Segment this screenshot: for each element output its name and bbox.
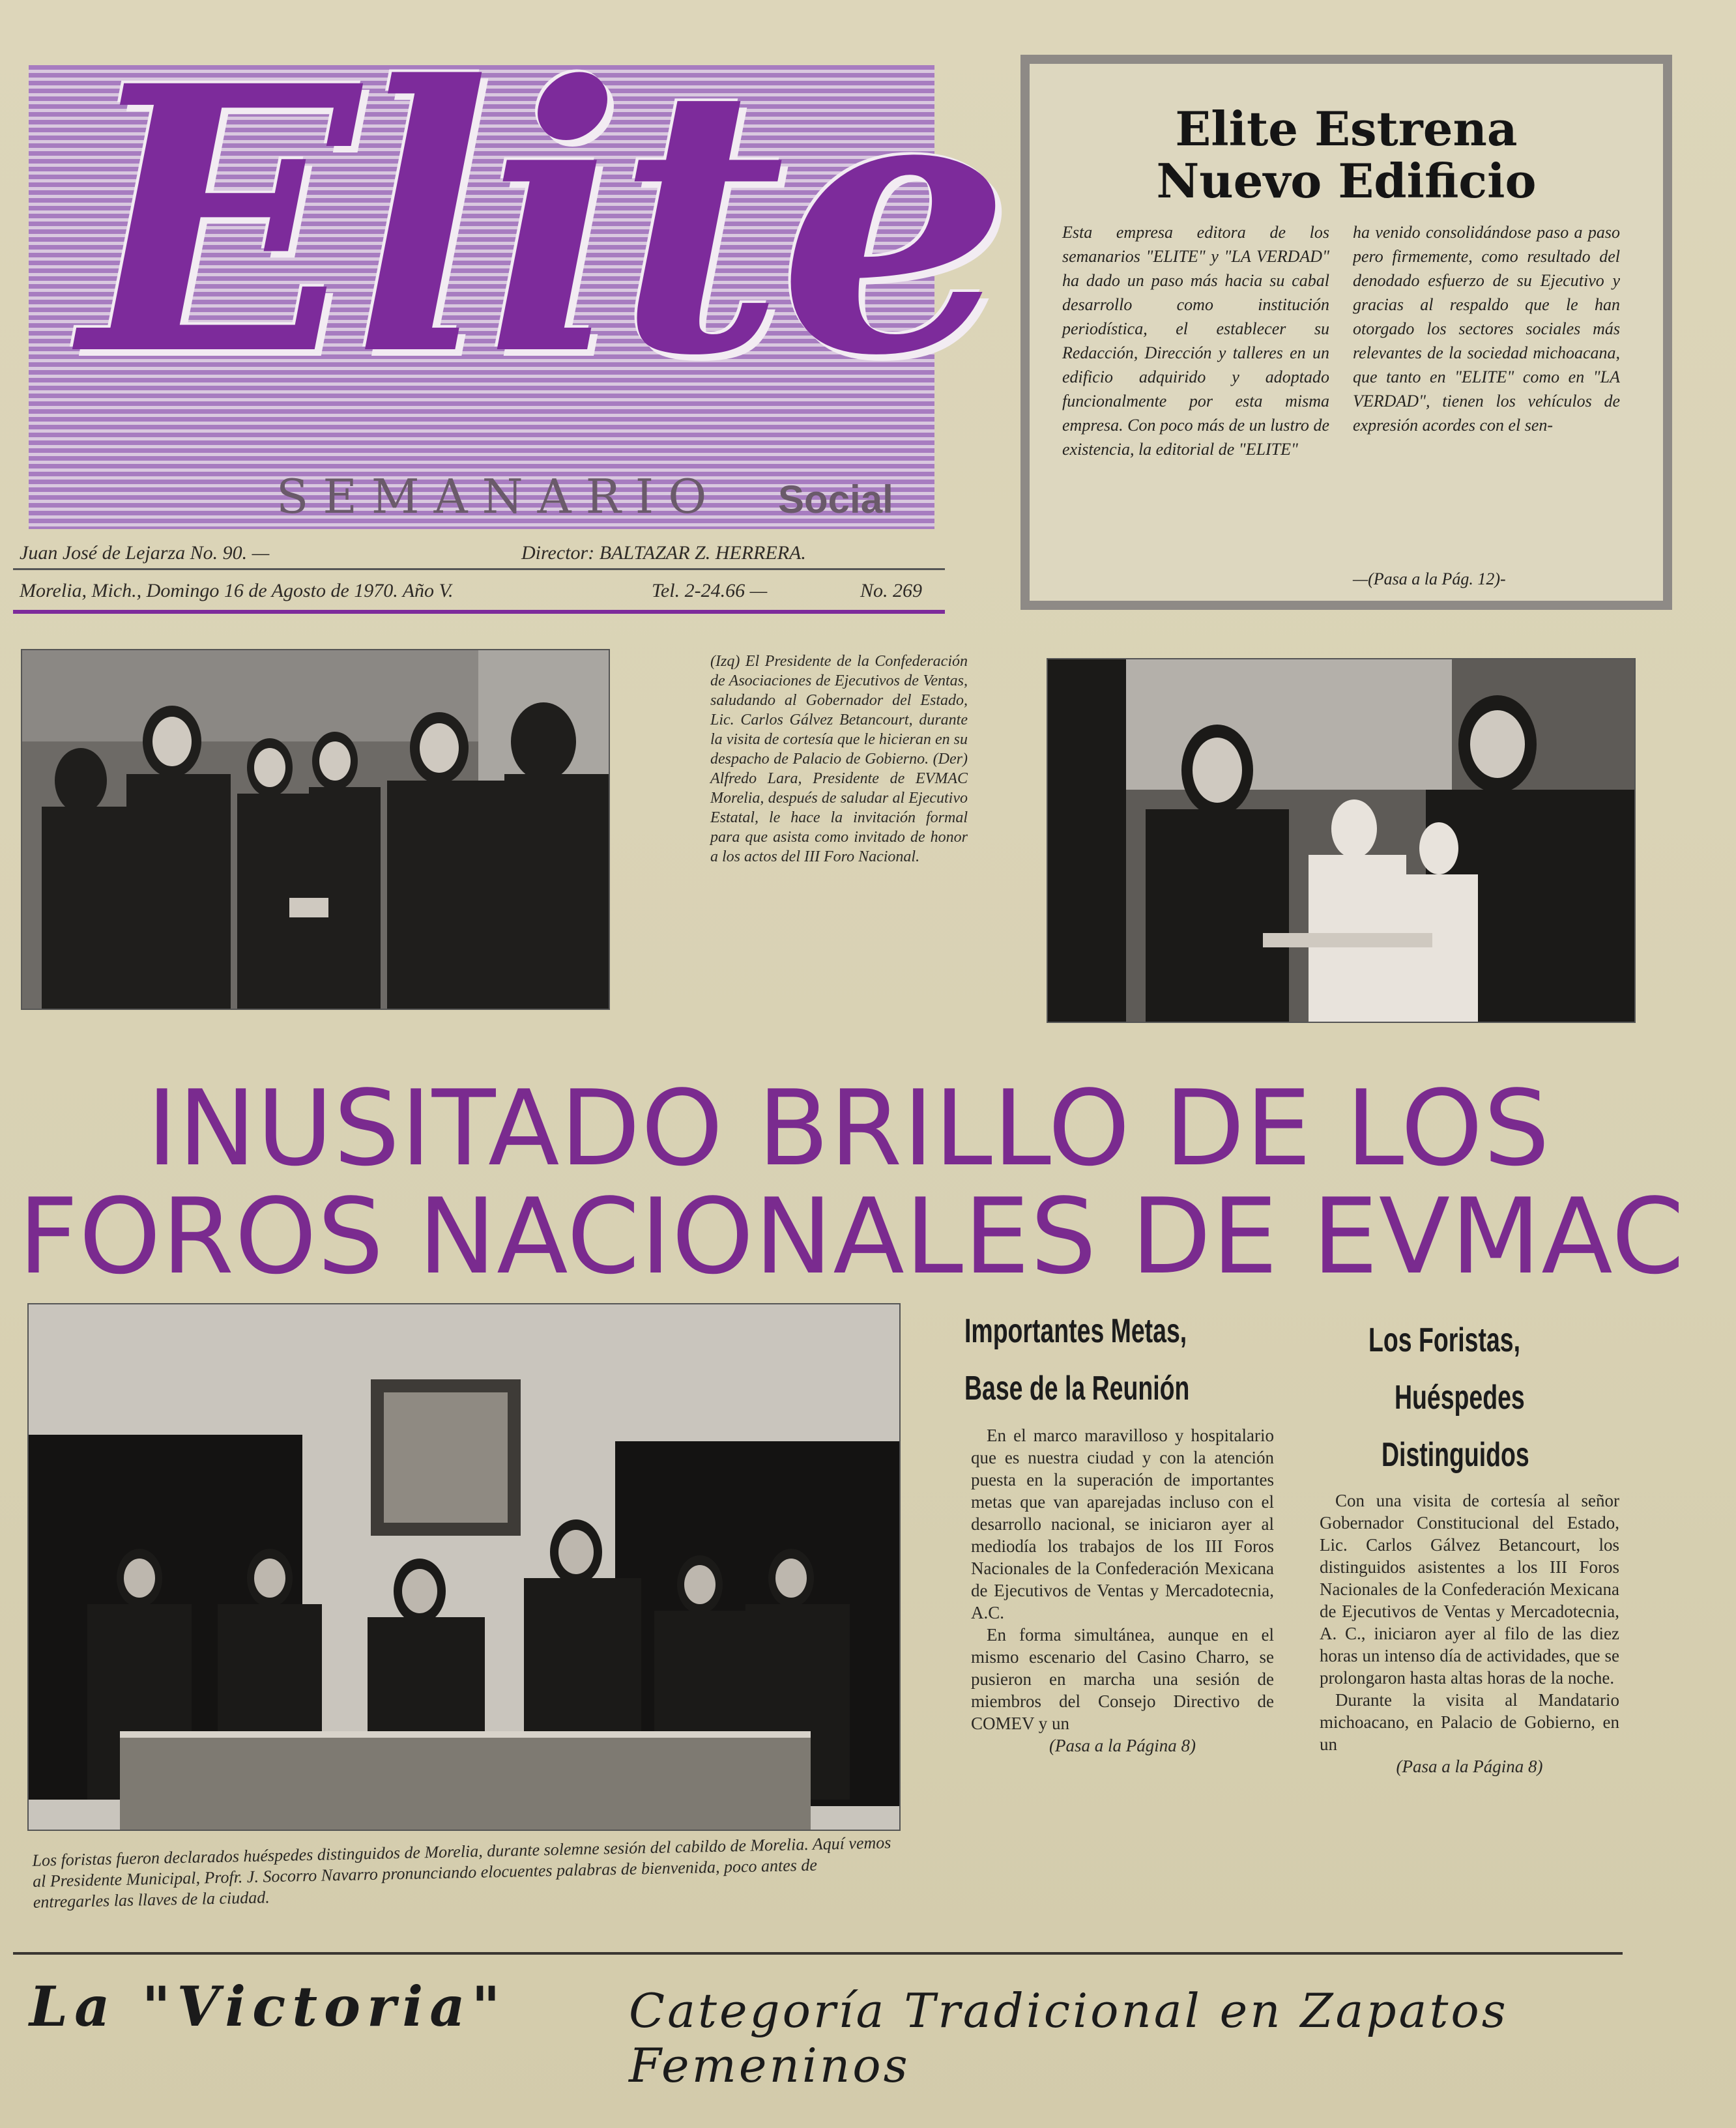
masthead-rule-purple [13,610,945,614]
new-building-box [1020,55,1672,610]
article2-paragraph-2: Durante la visita al Mandatario michoacano, en Palacio de Gobierno, en un [1320,1690,1619,1754]
article2-heading-line2: Huéspedes [1395,1379,1525,1416]
box-title-line2: Nuevo Edificio [1156,153,1537,208]
article2-heading-line3: Distinguidos [1382,1436,1529,1474]
masthead-rule [13,568,945,570]
masthead-social: Social [778,478,893,521]
phone-line: Tel. 2-24.66 — [652,580,768,601]
article2-paragraph-1: Con una visita de cortesía al señor Gobernador Constitucional del Estado, Lic. Carlos Gálvez Betancourt, los distinguidos asistentes a los III Foros Nacionales de la Confederación Mexicana de Ejecutivos de Ventas y Mercadotecnia, A. C., iniciaron ayer al filo de las diez horas un intenso día de actividades, que se prolongaron hasta altas horas de la noche. [1320,1491,1619,1688]
masthead-logo: Elite [81,7,1005,436]
ad-divider [13,1952,1623,1955]
article1-paragraph-1: En el marco maravilloso y hospitalario que es nuestra ciudad y con la atención puesta en la superación de importantes metas que van aparejadas incluso con el desarrollo nacional, se iniciaron ayer al mediodía los trabajos de los III Foros Nacionales de la Confederación Mexicana de Ejecutivos de Ventas y Mercadotecnia, A.C. [971,1426,1274,1622]
article2-continue: (Pasa a la Página 8) [1396,1757,1543,1776]
headline-line-1: INUSITADO BRILLO DE LOS [147,1067,1551,1189]
article1-paragraph-2: En forma simultánea, aunque en el mismo escenario del Casino Charro, se pusieron en marcha una sesión de miembros del Consejo Directivo de COMEV y un [971,1625,1274,1733]
box-column-2: ha venido consolidándose paso a paso pero firmemente, como resultado del denodado esfuerzo de su Ejecutivo y gracias al respaldo que le han otorgado los sectores sociales más relevantes de la sociedad michoacana, que tanto en "ELITE" como en "LA VERDAD", tienen los vehículos de expresión acordes con el sen- [1353,223,1620,435]
dateline: Morelia, Mich., Domingo 16 de Agosto de 1970. Año V. [20,580,454,601]
article2-body [1320,1489,1619,1777]
photo-handshake [21,649,610,1010]
issue-number: No. 269 [860,580,923,601]
box-continue: —(Pasa a la Pág. 12)- [1353,569,1506,588]
article1-heading-line2: Base de la Reunión [964,1370,1190,1407]
article2-heading-line1: Los Foristas, [1368,1321,1521,1359]
ad-slogan: Categoría Tradicional en Zapatos Femeninos [629,1983,1509,2093]
top-photo-caption: (Izq) El Presidente de la Confederación de Asociaciones de Ejecutivos de Ventas, saludando al Gobernador del Estado, Lic. Carlos Gálvez Betancourt, durante la visita de cortesía que le hicieran en su despacho de Palacio de Gobierno. (Der) Alfredo Lara, Presidente de EVMAC Morelia, después de saludar al Ejecutivo Estatal, le hace la invitación formal para que asista como invitado de honor a los actos del III Foro Nacional. [710,653,968,865]
photo-cabildo [27,1303,901,1831]
box-column-1: Esta empresa editora de los semanarios "ELITE" y "LA VERDAD" ha dado un paso más hacia su cabal desarrollo como institución periodística, el establecer su Redacción, Dirección y talleres en un edificio adquirido y adoptado funcionalmente por esta misma empresa. Con poco más de un lustro de existencia, la editorial de "ELITE" [1062,223,1329,459]
bottom-photo-caption: Los foristas fueron declarados huéspedes distinguidos de Morelia, durante solemne sesión del cabildo de Morelia. Aquí vemos al Presidente Municipal, Profr. J. Socorro Navarro pronunciando elocuentes palabras de bienvenida, poco antes de entregarles las llaves de la ciudad. [32,1833,891,1912]
address-line: Juan José de Lejarza No. 90. — [20,542,270,564]
article1-continue: (Pasa a la Página 8) [1049,1736,1196,1755]
director-line: Director: BALTAZAR Z. HERRERA. [521,542,806,564]
article1-body [971,1424,1274,1757]
box-title [1030,103,1663,207]
masthead [29,7,1005,529]
headline-line-2: FOROS NACIONALES DE EVMAC [18,1175,1685,1297]
masthead-semanario: SEMANARIO [276,469,721,524]
article1-heading-line1: Importantes Metas, [964,1312,1187,1350]
photo-invitation [1047,658,1636,1023]
ad-brand: La "Victoria" [29,1974,507,2039]
box-title-line1: Elite Estrena [1175,101,1518,156]
